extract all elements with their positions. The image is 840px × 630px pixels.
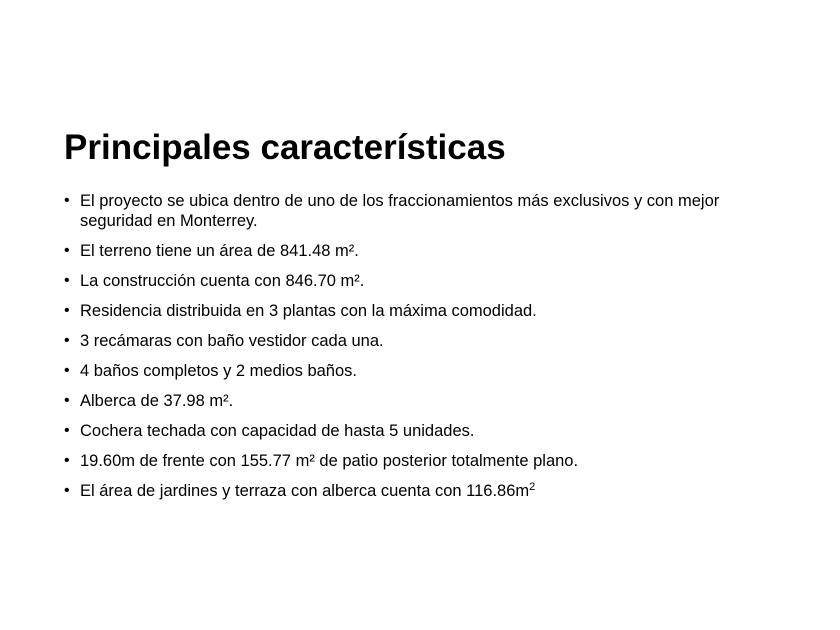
bullet-item (64, 301, 764, 321)
bullet-text: La construcción cuenta con 846.70 m². (80, 272, 365, 290)
bullet-list (64, 191, 764, 511)
bullet-marker: • (64, 332, 70, 349)
bullet-item (64, 391, 764, 411)
bullet-text: 4 baños completos y 2 medios baños. (80, 362, 357, 380)
bullet-marker: • (64, 272, 70, 289)
bullet-marker: • (64, 192, 70, 209)
bullet-marker: • (64, 302, 70, 319)
bullet-marker: • (64, 392, 70, 409)
slide-title: Principales características (64, 128, 506, 167)
bullet-marker: • (64, 422, 70, 439)
bullet-marker: • (64, 482, 70, 499)
bullet-text: 3 recámaras con baño vestidor cada una. (80, 332, 384, 350)
bullet-text: El terreno tiene un área de 841.48 m². (80, 242, 359, 260)
bullet-item (64, 331, 764, 351)
bullet-text: El área de jardines y terraza con alberca cuenta con 116.86m (80, 482, 530, 500)
bullet-marker: • (64, 362, 70, 379)
bullet-text: Residencia distribuida en 3 plantas con la máxima comodidad. (80, 302, 537, 320)
bullet-marker: • (64, 242, 70, 259)
bullet-text: 19.60m de frente con 155.77 m² de patio posterior totalmente plano. (80, 452, 579, 470)
bullet-item (64, 271, 764, 291)
bullet-item (64, 481, 764, 501)
bullet-item (64, 451, 764, 471)
bullet-item (64, 241, 764, 261)
bullet-text: Alberca de 37.98 m². (80, 392, 234, 410)
bullet-item (64, 421, 764, 441)
bullet-marker: • (64, 452, 70, 469)
bullet-text: Cochera techada con capacidad de hasta 5 unidades. (80, 422, 475, 440)
superscript-exponent: 2 (529, 481, 536, 493)
bullet-text: El proyecto se ubica dentro de uno de los fraccionamientos más exclusivos y con mejor seguridad en Monterrey. (80, 192, 720, 230)
bullet-item (64, 191, 764, 231)
bullet-item (64, 361, 764, 381)
